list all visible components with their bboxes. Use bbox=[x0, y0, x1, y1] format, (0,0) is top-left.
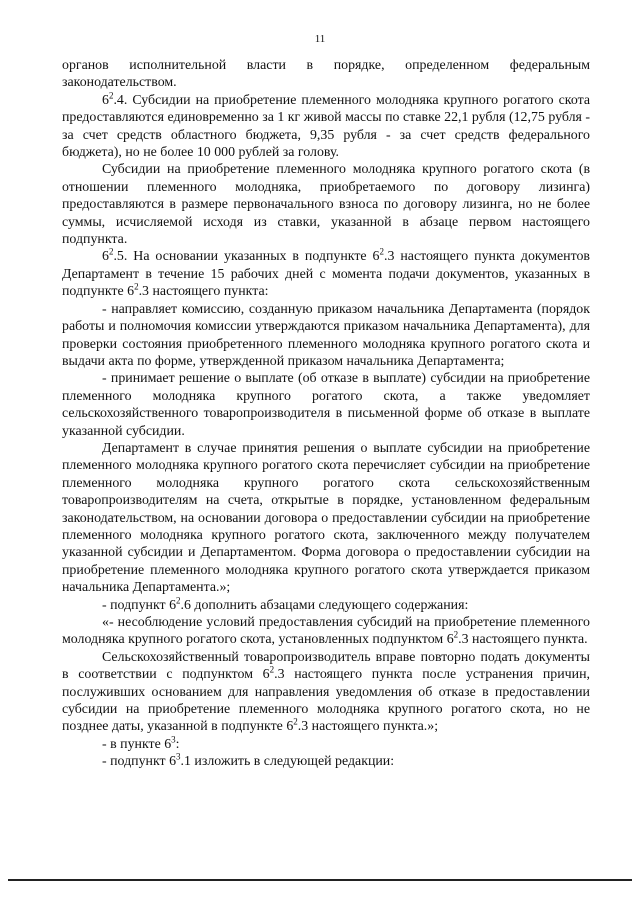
text-run: .3 настоящего пункта после устранения причин, послуживших основанием для направления уведомления об отказе в предоставлении субсидии на приобретение племенного молодняка крупного рогатого скота, но не позднее даты, указанной в подпункте 6 bbox=[62, 667, 590, 735]
superscript: 2 bbox=[269, 664, 275, 675]
text-run: .3 настоящего пункта.»; bbox=[297, 719, 439, 735]
paragraph-p7 bbox=[62, 594, 590, 614]
paragraph-p8 bbox=[62, 614, 590, 649]
text-run: : bbox=[175, 736, 180, 752]
paragraph-p2 bbox=[62, 161, 590, 248]
text-run: Департамент в случае принятия решения о выплате субсидии на приобретение племенного молодняка крупного рогатого скота перечисляет субсидии на приобретение племенного молодняка крупного рогатого скота сельскохозяйственным товаропроизводителям на счета, открытые в порядке, установленном федеральным законодательством, на основании договора о предоставлении субсидии на приобретение племенного молодняка крупного рогатого скота, заключенного между получателем указанной субсидии и Департаментом. Форма договора о предоставлении субсидии на приобретение племенного молодняка крупного рогатого скота утверждается приказом начальника Департамента.»; bbox=[62, 440, 590, 596]
paragraph-p5 bbox=[62, 370, 590, 440]
text-run: 6 bbox=[102, 92, 109, 108]
paragraph-p9 bbox=[62, 649, 590, 736]
paragraph-p11 bbox=[62, 753, 590, 770]
text-run: .3 настоящего пункта. bbox=[458, 632, 588, 648]
paragraph-p10 bbox=[62, 736, 590, 753]
text-run: - подпункт 6 bbox=[102, 597, 177, 613]
text-run: .1 изложить в следующей редакции: bbox=[180, 754, 395, 770]
superscript: 2 bbox=[453, 629, 459, 640]
document-body bbox=[62, 57, 590, 771]
text-run: - направляет комиссию, созданную приказом начальника Департамента (порядок работы и полномочия комиссии утверждаются приказом начальника Департамента), для проверки состояния приобретенного племенного молодняка крупного рогатого скота и выдачи акта по форме, утвержденной приказом начальника Департамента; bbox=[62, 301, 590, 369]
superscript: 2 bbox=[293, 716, 298, 727]
paragraph-p1 bbox=[62, 92, 590, 162]
superscript: 2 bbox=[176, 594, 181, 605]
text-run: .3 настоящего пункта: bbox=[138, 284, 269, 300]
superscript: 2 bbox=[134, 281, 139, 292]
text-run: - принимает решение о выплате (об отказе в выплате) субсидии на приобретение племенного молодняка крупного рогатого скота, а также уведомляет сельскохозяйственного товаропроизводителя в письменной форме об отказе в выплате указанной субсидии. bbox=[62, 371, 590, 439]
text-run: - в пункте 6 bbox=[102, 736, 172, 752]
text-run: органов исполнительной власти в порядке, определенном федеральным законодательством. bbox=[62, 58, 590, 91]
text-run: .6 дополнить абзацами следующего содержания: bbox=[180, 597, 469, 613]
superscript: 2 bbox=[108, 246, 114, 257]
page-number: 11 bbox=[314, 33, 326, 45]
text-run: Субсидии на приобретение племенного молодняка крупного рогатого скота (в отношении племенного молодняка, приобретаемого по договору лизинга) предоставляются в размере первоначального взноса по договору лизинга, но не более суммы, исчисляемой исходя из ставки, указанной в абзаце первом настоящего подпункта. bbox=[62, 162, 590, 248]
paragraph-p3 bbox=[62, 248, 590, 300]
text-run: Сельскохозяйственный товаропроизводитель вправе повторно подать документы в соответствии с подпунктом 6 bbox=[62, 649, 590, 683]
paragraph-p4 bbox=[62, 301, 590, 371]
superscript: 3 bbox=[176, 751, 181, 762]
text-run: 6 bbox=[102, 249, 109, 265]
paragraph-p6 bbox=[62, 440, 590, 597]
bottom-rule bbox=[8, 879, 632, 881]
text-run: .5. На основании указанных в подпункте 6 bbox=[113, 249, 380, 265]
text-run: - подпункт 6 bbox=[102, 754, 177, 770]
superscript: 2 bbox=[108, 90, 114, 101]
superscript: 3 bbox=[171, 734, 176, 745]
text-run: .3 настоящего пункта документов Департамент в течение 15 рабочих дней с момента подачи документов, указанных в подпункте 6 bbox=[62, 249, 590, 300]
paragraph-p0 bbox=[62, 57, 590, 92]
text-run: «- несоблюдение условий предоставления субсидий на приобретение племенного молодняка крупного рогатого скота, установленных подпунктом 6 bbox=[62, 615, 590, 648]
text-run: .4. Субсидии на приобретение племенного молодняка крупного рогатого скота предоставляются единовременно за 1 кг живой массы по ставке 22,1 рубля (12,75 рубля - за счет средств областного бюджета, 9,35 рубля - за счет средств федерального бюджета), но не более 10 000 рублей за голову. bbox=[62, 92, 590, 161]
superscript: 2 bbox=[379, 246, 384, 257]
